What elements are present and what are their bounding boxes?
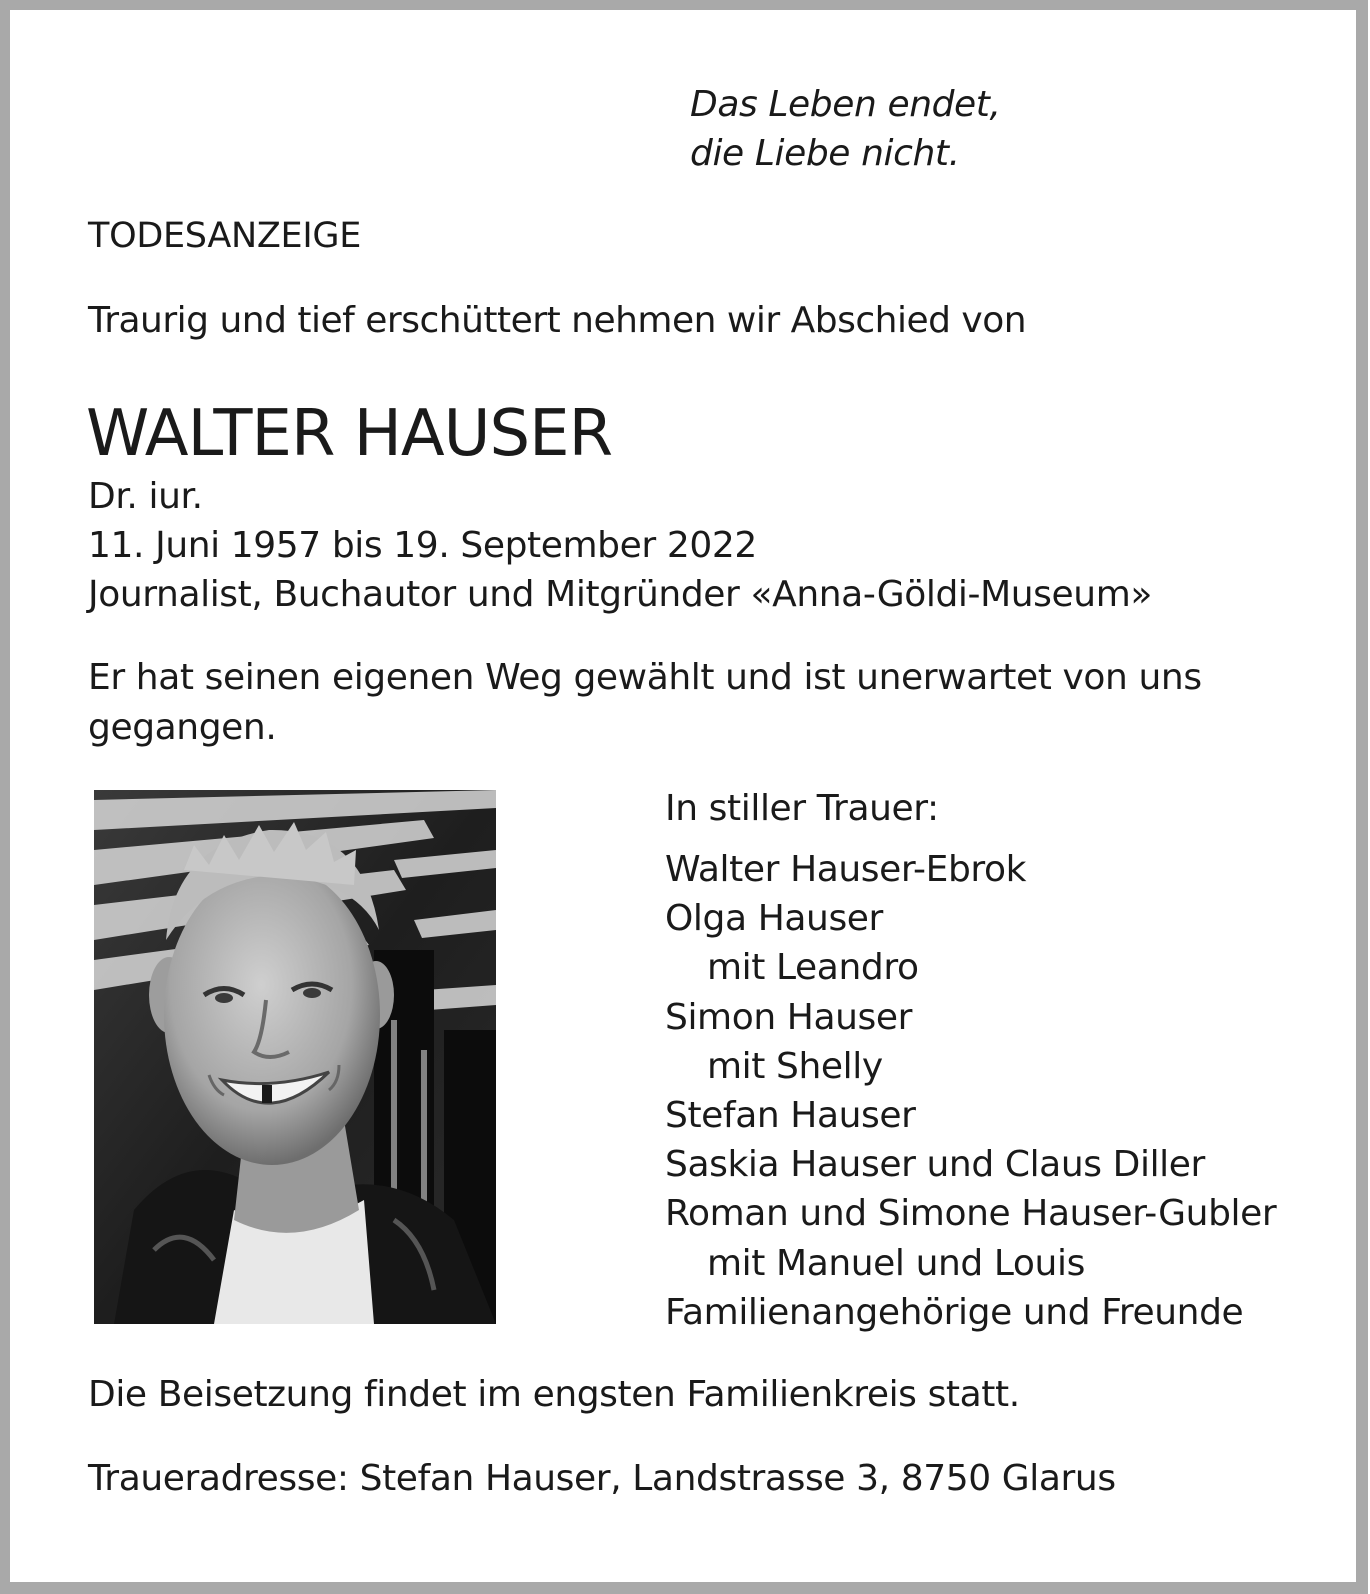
mourner-item: Roman und Simone Hauser-Gubler — [665, 1193, 1277, 1235]
mourner-item: mit Shelly — [707, 1045, 883, 1087]
mourner-item: Saskia Hauser und Claus Diller — [665, 1144, 1205, 1186]
deceased-title: Dr. iur. — [88, 476, 203, 517]
mourner-item: Walter Hauser-Ebrok — [665, 849, 1027, 890]
epigraph-quote — [690, 80, 1001, 178]
mourner-item: Familienangehörige und Freunde — [665, 1291, 1244, 1333]
note-line-1: Er hat seinen eigenen Weg gewählt und ist unerwartet von uns — [88, 657, 1202, 698]
mourners-list — [665, 845, 1276, 1337]
burial-note: Die Beisetzung findet im engsten Familienkreis statt. — [88, 1374, 1020, 1415]
note-line-2: gegangen. — [88, 707, 277, 748]
occupation: Journalist, Buchautor und Mitgründer «Anna-Göldi-Museum» — [88, 574, 1152, 615]
mourner-item: Olga Hauser — [665, 898, 883, 940]
deceased-details — [88, 472, 1152, 619]
life-dates: 11. Juni 1957 bis 19. September 2022 — [88, 525, 757, 566]
mourner-item: mit Leandro — [707, 947, 919, 989]
portrait-photo — [94, 790, 496, 1324]
mourner-item: Stefan Hauser — [665, 1095, 916, 1137]
intro-text: Traurig und tief erschüttert nehmen wir Abschied von — [88, 300, 1027, 341]
quote-line-2: die Liebe nicht. — [690, 133, 960, 174]
quote-line-1: Das Leben endet, — [690, 84, 1001, 125]
farewell-note — [88, 653, 1202, 753]
mourner-item: Simon Hauser — [665, 996, 913, 1038]
mourner-item: mit Manuel und Louis — [707, 1242, 1085, 1284]
mourners-heading: In stiller Trauer: — [665, 788, 939, 829]
notice-label: TODESANZEIGE — [88, 216, 362, 256]
mourning-address: Traueradresse: Stefan Hauser, Landstrasse 3, 8750 Glarus — [88, 1458, 1116, 1499]
deceased-name: WALTER HAUSER — [86, 397, 613, 471]
